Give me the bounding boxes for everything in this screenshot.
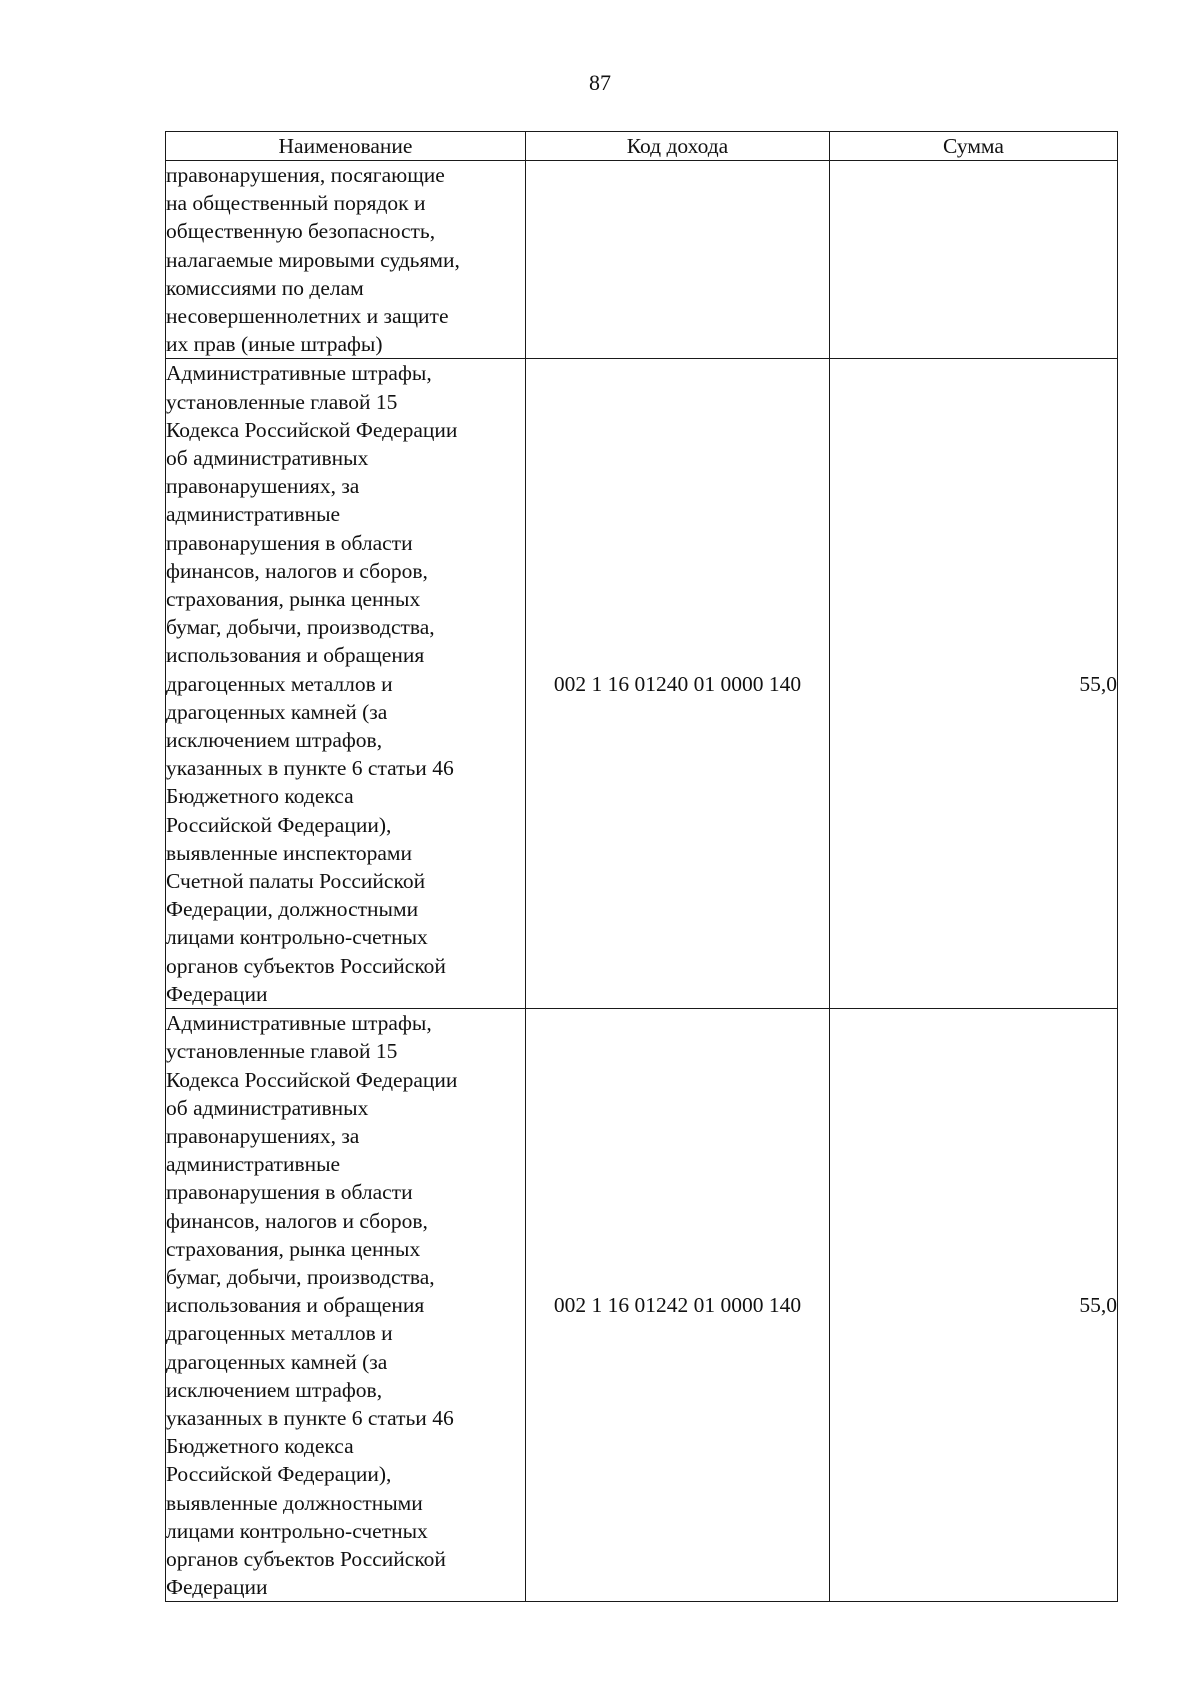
- income-table: [165, 131, 1118, 1602]
- row-code-cell: 002 1 16 01242 01 0000 140: [526, 1009, 830, 1602]
- row-name-cell: правонарушения, посягающие на общественный порядок и общественную безопасность, налагаемые мировыми судьями, комиссиями по делам несовершеннолетних и защите их прав (иные штрафы): [166, 161, 526, 359]
- row-name-cell: Административные штрафы, установленные главой 15 Кодекса Российской Федерации об административных правонарушениях, за административные правонарушения в области финансов, налогов и сборов, страхования, рынка ценных бумаг, добычи, производства, использования и обращения драгоценных металлов и драгоценных камней (за исключением штрафов, указанных в пункте 6 статьи 46 Бюджетного кодекса Российской Федерации), выявленные должностными лицами контрольно-счетных органов субъектов Российской Федерации: [166, 1009, 526, 1602]
- table-row: [166, 359, 1118, 1009]
- row-sum-cell: 55,0: [830, 359, 1118, 1009]
- row-name-cell: Административные штрафы, установленные главой 15 Кодекса Российской Федерации об административных правонарушениях, за административные правонарушения в области финансов, налогов и сборов, страхования, рынка ценных бумаг, добычи, производства, использования и обращения драгоценных металлов и драгоценных камней (за исключением штрафов, указанных в пункте 6 статьи 46 Бюджетного кодекса Российской Федерации), выявленные инспекторами Счетной палаты Российской Федерации, должностными лицами контрольно-счетных органов субъектов Российской Федерации: [166, 359, 526, 1009]
- row-sum-cell: [830, 161, 1118, 359]
- row-sum-cell: 55,0: [830, 1009, 1118, 1602]
- row-code-cell: 002 1 16 01240 01 0000 140: [526, 359, 830, 1009]
- header-row: [166, 132, 1118, 161]
- table-header: [166, 132, 1118, 161]
- table-row: [166, 1009, 1118, 1602]
- header-code: Код дохода: [526, 132, 830, 161]
- table-row: [166, 161, 1118, 359]
- header-sum: Сумма: [830, 132, 1118, 161]
- table-body: [166, 161, 1118, 1602]
- page-number: 87: [589, 70, 611, 95]
- header-name: Наименование: [166, 132, 526, 161]
- row-code-cell: [526, 161, 830, 359]
